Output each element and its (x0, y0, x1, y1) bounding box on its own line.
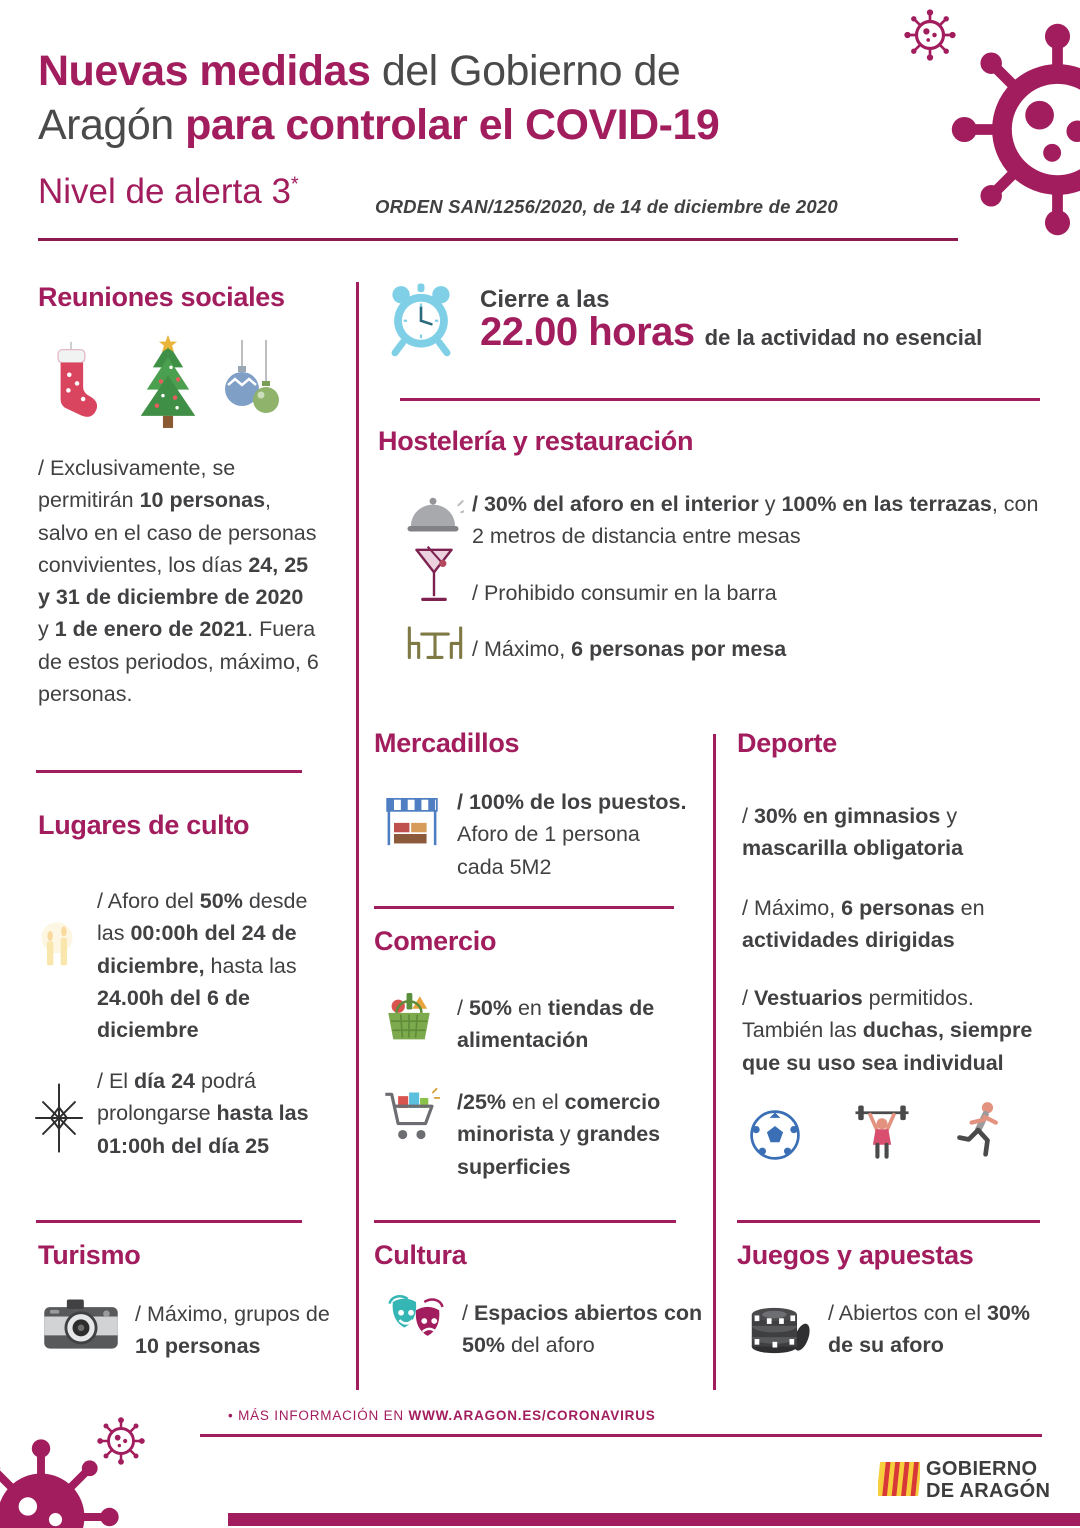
soccer-ball-icon (748, 1108, 802, 1162)
star-icon (28, 1078, 90, 1158)
section-heading-comercio: Comercio (374, 926, 497, 956)
divider-left-2 (36, 1220, 302, 1223)
baubles-icon (222, 340, 282, 430)
hosteleria-item-2: / Prohibido consumir en la barra (472, 581, 777, 605)
page-title (38, 44, 858, 152)
section-heading-juegos: Juegos y apuestas (737, 1240, 974, 1270)
hosteleria-item-1: / 30% del aforo en el interior y 100% en las terrazas, con 2 metros de distancia entre mesas (472, 492, 1039, 549)
turismo-body: / Máximo, grupos de 10 personas (135, 1302, 330, 1359)
cultura-body: / Espacios abiertos con 50% del aforo (462, 1301, 703, 1358)
cocktail-icon (410, 545, 458, 609)
lugares-culto-item-1: / Aforo del 50% desde las 00:00h del 24 de diciembre, hasta las 24.00h del 6 de diciembre (97, 889, 308, 1042)
lugares-culto-item-2: / El día 24 podrá prolongarse hasta las 01:00h del día 25 (97, 1069, 309, 1158)
comercio-item-2: /25% en el comercio minorista y grandes superficies (457, 1090, 661, 1179)
alert-asterisk: * (290, 173, 299, 196)
order-reference: ORDEN SAN/1256/2020, de 14 de diciembre de 2020 (375, 196, 838, 217)
header-rule (38, 238, 958, 241)
running-icon (952, 1098, 1008, 1164)
candles-icon (25, 915, 89, 979)
divider-mid-1 (374, 906, 674, 909)
closure-line (480, 310, 982, 355)
section-heading-hosteleria: Hostelería y restauración (378, 426, 694, 456)
virus-icon (903, 8, 957, 62)
deporte-item-3: / Vestuarios permitidos. También las duchas, siempre que su uso sea individual (742, 986, 1033, 1075)
closure-prefix: Cierre a las (480, 286, 610, 313)
closure-suffix: de la actividad no esencial (704, 325, 983, 350)
camera-icon (38, 1292, 124, 1358)
footer-bottom-bar (228, 1513, 1080, 1526)
alert-level: Nivel de alerta 3* (38, 172, 299, 211)
divider-left-1 (36, 770, 302, 773)
footer-rule (200, 1434, 1042, 1437)
footer-info: • MÁS INFORMACIÓN EN WWW.ARAGON.ES/CORONAVIRUS (228, 1408, 656, 1423)
market-stall-icon (382, 792, 442, 852)
section-heading-deporte: Deporte (737, 728, 837, 758)
gobierno-aragon-logo (926, 1458, 1050, 1502)
logo-line2: DE ARAGÓN (926, 1480, 1051, 1502)
divider-top-right (400, 398, 1040, 401)
christmas-stocking-icon (45, 338, 97, 428)
theater-masks-icon (382, 1292, 450, 1350)
reuniones-body: / Exclusivamente, se permitirán 10 personas, salvo en el caso de personas convivientes, los días 24, 25 y 31 de diciembre de 2020 y 1 de enero de 2021. Fuera de estos periodos, máximo, 6 personas. (38, 456, 319, 706)
divider-mid-2 (374, 1220, 676, 1223)
divider-vertical-1 (356, 282, 359, 1390)
poker-chips-icon (748, 1290, 814, 1356)
alarm-clock-icon (382, 280, 460, 358)
logo-line1: GOBIERNO (926, 1458, 1038, 1480)
section-heading-reuniones: Reuniones sociales (38, 282, 285, 312)
grocery-basket-icon (380, 988, 438, 1046)
cloche-icon (402, 492, 464, 542)
weightlifting-icon (850, 1100, 914, 1164)
section-heading-lugares-culto: Lugares de culto (38, 810, 250, 840)
page-title-line2: Aragón para controlar el COVID-19 (38, 101, 720, 150)
shopping-cart-icon (378, 1085, 442, 1153)
juegos-body: / Abiertos con el 30% de su aforo (828, 1301, 1030, 1358)
mercadillos-body: / 100% de los puestos. Aforo de 1 persona cada 5M2 (457, 790, 687, 879)
virus-icon (950, 22, 1080, 237)
deporte-item-1: / 30% en gimnasios y mascarilla obligatoria (742, 804, 964, 861)
section-heading-mercadillos: Mercadillos (374, 728, 520, 758)
section-heading-turismo: Turismo (38, 1240, 141, 1270)
christmas-tree-icon (128, 335, 208, 431)
table-chairs-icon (400, 620, 470, 670)
deporte-item-2: / Máximo, 6 personas en actividades dirigidas (742, 896, 985, 953)
comercio-item-1: / 50% en tiendas de alimentación (457, 996, 655, 1053)
divider-right-1 (737, 1220, 1040, 1223)
divider-vertical-2 (713, 734, 716, 1390)
page-title-line1: Nuevas medidas del Gobierno de (38, 47, 681, 95)
virus-icon (0, 1438, 120, 1528)
closure-time: 22.00 horas (480, 310, 695, 354)
hosteleria-item-3: / Máximo, 6 personas por mesa (472, 637, 787, 661)
section-heading-cultura: Cultura (374, 1240, 467, 1270)
aragon-flag-icon (878, 1462, 920, 1496)
